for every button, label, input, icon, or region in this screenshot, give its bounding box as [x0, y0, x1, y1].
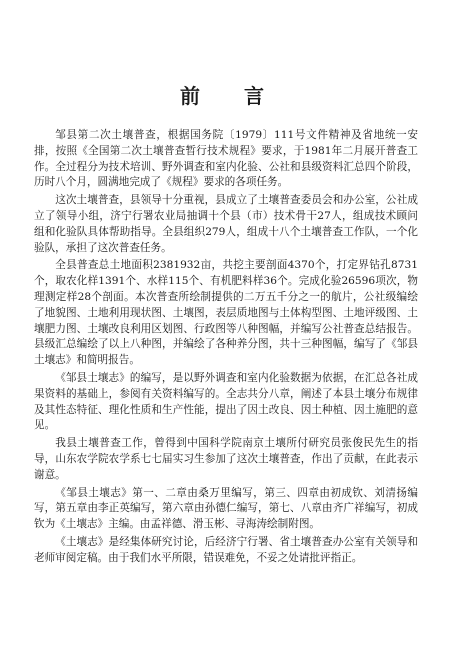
paragraph-1: 邹县第二次土壤普查，根据国务院〔1979〕111号文件精神及省地统一安排，按照《全国第二次土壤普查暂行技术规程》要求，于1981年二月展开普查工作。全过程分为技术培训、野外调查和室内化验、公社和县级资料汇总四个阶段，历时八个月，圆满地完成了《规程》要求的各项任务。	[34, 129, 418, 189]
preface-body	[34, 128, 418, 569]
paragraph-2: 这次土壤普查，县领导十分重视，县成立了土壤普查委员会和办公室，公社成立了领导小组，济宁行署农业局抽调十个县（市）技术骨干27人，组成技术顾问组和化验队具体帮助指导。全县组织279人，组成十八个土壤普查工作队，一个化验队，承担了这次普查任务。	[34, 194, 418, 254]
paragraph-4: 《邹县土壤志》的编写，是以野外调查和室内化验数据为依据，在汇总各社成果资料的基础上，参阅有关资料编写的。全志共分八章，阐述了本县土壤分布规律及其性态特征、理化性质和生产性能，提出了因土改良、因土种植、因土施肥的意见。	[34, 371, 418, 432]
page-title	[0, 80, 450, 109]
paragraph-3: 全县普查总土地面积2381932亩，共挖主要剖面4370个，打定界钻孔8731个，取农化样1391个、水样115个、有机肥料样36个。完成化验26596项次，物理测定样28个剖面。本次普查所绘制提供的二万五千分之一的航片，公社级编绘了地貌图、土地利用现状图、土壤图，表层质地图与土体构型图、土地评级图、土壤肥力图、土壤改良利用区划图、行政图等八种图幅，并编写公社普查总结报告。县级汇总编绘了以上八种图，并编绘了各种养分图，共十三种图幅，编写了《邹县土壤志》和简明报告。	[34, 259, 418, 367]
title-char-2: 言	[244, 84, 270, 108]
paragraph-6: 《邹县土壤志》第一、二章由桑万里编写，第三、四章由初成钦、刘清扬编写，第五章由李正英编写，第六章由孙德仁编写，第七、八章由齐广祥编写，初成钦为《土壤志》主编。由孟祥德、滑玉彬、寻海涛绘制附图。	[34, 486, 418, 531]
title-char-1: 前	[180, 84, 206, 108]
paragraph-7: 《土壤志》是经集体研究讨论，后经济宁行署、省土壤普查办公室有关领导和老师审阅定稿。由于我们水平所限，错误难免，不妥之处请批评指正。	[34, 535, 418, 564]
paragraph-5: 我县土壤普查工作，曾得到中国科学院南京土壤所付研究员张俊民先生的指导，山东农学院农学系七七届实习生参加了这次土壤普查，作出了贡献，在此表示谢意。	[34, 437, 418, 481]
